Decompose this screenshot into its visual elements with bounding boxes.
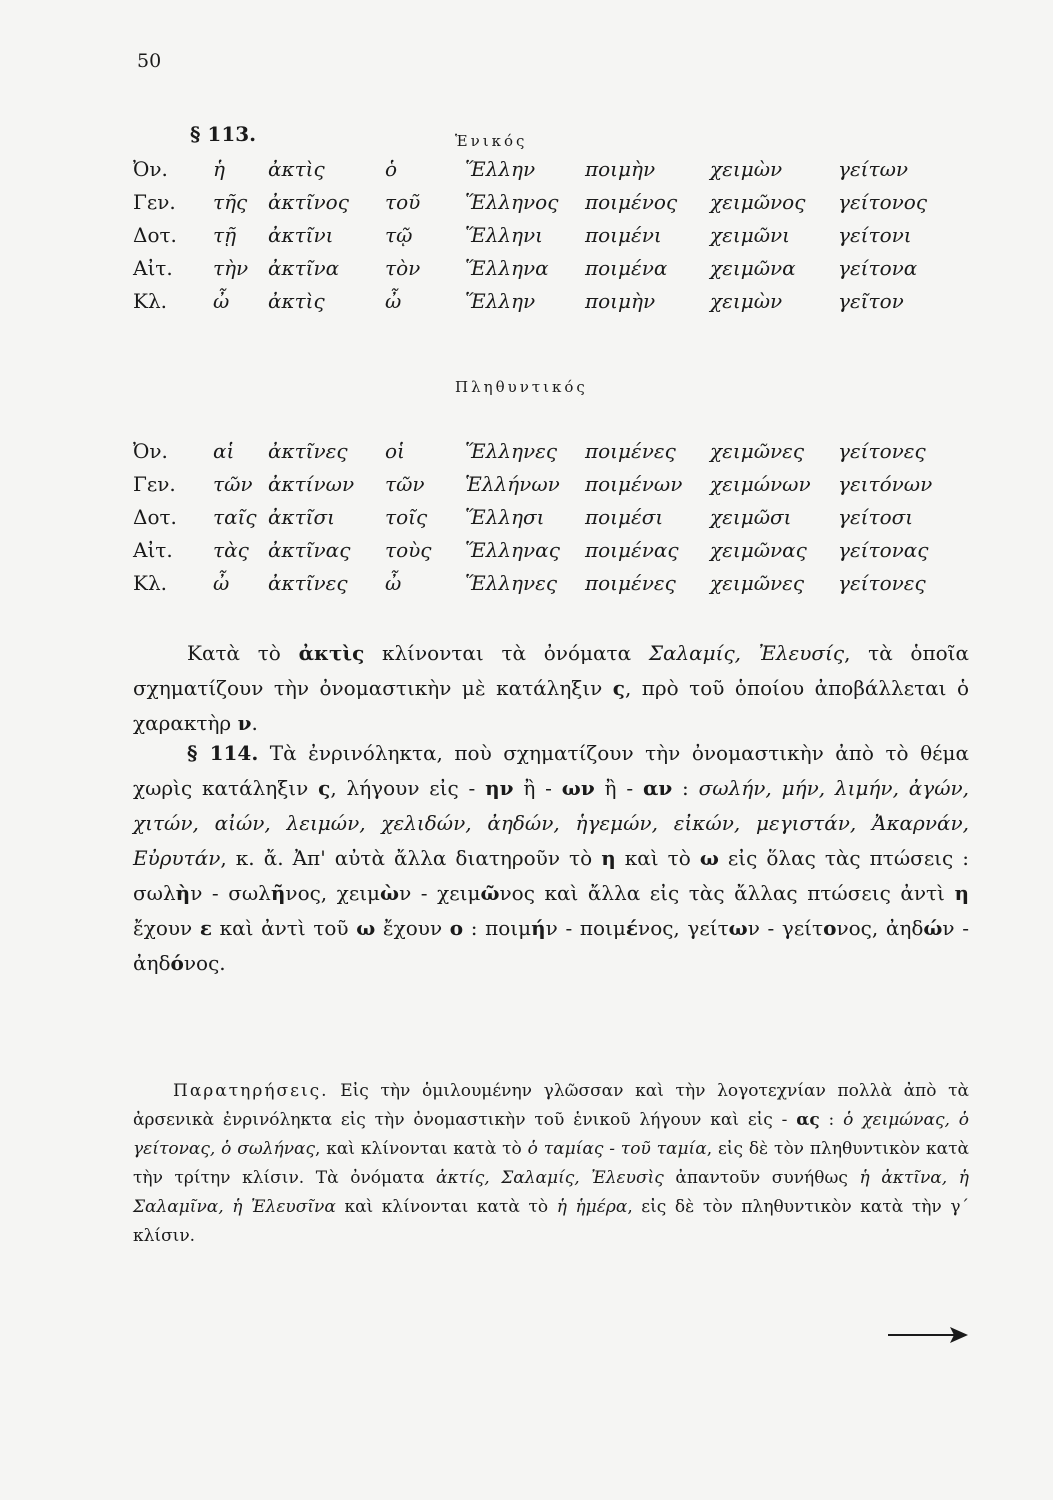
- declension-form: Ἕλλην: [465, 156, 536, 181]
- declension-form: γείτονες: [838, 570, 926, 595]
- text: ἔχουν: [133, 916, 200, 940]
- declension-form: οἱ: [385, 438, 405, 463]
- text: : ποιμ: [463, 916, 532, 940]
- declension-form: Ἕλληνες: [465, 438, 558, 463]
- section-114-number: § 114.: [187, 741, 259, 765]
- bold-term: ας: [796, 1110, 820, 1130]
- paragraph-section-114: [133, 736, 969, 981]
- text: νος, ἀηδ: [836, 916, 924, 940]
- declension-form: χειμώνων: [710, 471, 811, 496]
- declension-form: ὦ: [213, 570, 230, 595]
- declension-form: γείτονες: [838, 438, 926, 463]
- declension-form: ποιμέσι: [585, 504, 664, 529]
- declension-form: Ἕλληνος: [465, 189, 559, 214]
- remarks-label: Παρατηρήσεις.: [173, 1081, 329, 1101]
- declension-form: τοὺς: [385, 537, 432, 562]
- declension-form: τῷ: [385, 222, 413, 247]
- bold-term: ώ: [923, 916, 943, 940]
- text: νος καὶ ἄλλα εἰς τὰς ἄλλας πτώσεις ἀντὶ: [499, 881, 955, 905]
- text: Εἰς τὴν ὁμιλουμένην γλῶσσαν καὶ τὴν λογοτεχνίαν πολλὰ ἀπὸ τὰ ἀρσενικὰ ἐνρινόληκτα εἰς τὴν ὀνομαστικὴν τοῦ ἑνικοῦ λήγουν καὶ εἰς -: [133, 1081, 969, 1130]
- singular-declension-table: [133, 152, 927, 317]
- bold-term: ην: [485, 776, 514, 800]
- italic-term: σωλήν, μήν, λιμήν, ἀγών, χιτών, αἰών, λειμών, χελιδών, ἀηδών, ἡγεμών, εἰκών, μεγιστάν, Ἀκαρνάν, Εὐρυτάν: [133, 776, 970, 870]
- text: ἔχουν: [375, 916, 450, 940]
- declension-form: χειμὼν: [710, 288, 783, 313]
- text: ν - γείτ: [747, 916, 824, 940]
- bold-term: ω: [699, 846, 719, 870]
- declension-form: ἀκτῖνος: [268, 189, 349, 214]
- declension-form: ποιμὴν: [585, 288, 656, 313]
- text: , εἰς δὲ τὸν πληθυντικὸν κατὰ τὴν τρίτην κλίσιν. Τὰ ὀνόματα: [133, 1139, 970, 1188]
- declension-form: γείτοσι: [838, 504, 914, 529]
- declension-form: γεῖτον: [838, 288, 904, 313]
- bold-term: ν: [237, 711, 252, 735]
- declension-row: [133, 533, 932, 566]
- declension-form: τοῦ: [385, 189, 421, 214]
- declension-form: γείτονας: [838, 537, 929, 562]
- text: ν - ποιμ: [545, 916, 626, 940]
- case-label: Δοτ.: [133, 222, 177, 247]
- bold-term: η: [954, 881, 969, 905]
- declension-row: [133, 566, 932, 599]
- italic-term: ἡ ἀκτῖνα, ἡ Σαλαμῖνα, ἡ Ἐλευσῖνα: [133, 1168, 969, 1217]
- bold-term: ῆ: [270, 881, 286, 905]
- declension-form: τῇ: [213, 222, 237, 247]
- declension-form: ἀκτὶς: [268, 156, 325, 181]
- bold-term: ω: [356, 916, 376, 940]
- declension-form: ἀκτῖνα: [268, 255, 340, 280]
- text: ἀπαντοῦν συνήθως: [663, 1168, 860, 1188]
- declension-form: Ἕλληνι: [465, 222, 544, 247]
- declension-form: γείτονι: [838, 222, 912, 247]
- case-label: Γεν.: [133, 189, 176, 214]
- text: , τὰ ὁποῖα σχηματίζουν τὴν ὀνομαστικὴν μὲ κατάληξιν: [133, 641, 970, 700]
- text: ν - σωλ: [190, 881, 271, 905]
- case-label: Ὀν.: [133, 156, 168, 181]
- remarks-note: [133, 1077, 969, 1251]
- bold-term: ὼ: [380, 881, 400, 905]
- declension-form: ἀκτῖνες: [268, 438, 348, 463]
- italic-term: ἀκτίς, Σαλαμίς, Ἐλευσὶς: [436, 1168, 664, 1188]
- page-number: 50: [137, 50, 162, 72]
- declension-form: χειμὼν: [710, 156, 783, 181]
- bold-term: ω: [728, 916, 748, 940]
- declension-row: [133, 500, 932, 533]
- declension-row: [133, 218, 927, 251]
- text: Τὰ ἐνρινόληκτα, ποὺ σχηματίζουν τὴν ὀνομαστικὴν ἀπὸ τὸ θέμα χωρὶς κατάληξιν: [133, 741, 969, 800]
- declension-form: γείτων: [838, 156, 909, 181]
- declension-form: ἀκτῖσι: [268, 504, 336, 529]
- bold-term: ε: [199, 916, 213, 940]
- declension-form: ποιμένας: [585, 537, 679, 562]
- declension-form: γείτονος: [838, 189, 928, 214]
- case-label: Γεν.: [133, 471, 176, 496]
- declension-form: αἱ: [213, 438, 235, 463]
- declension-form: ὦ: [385, 570, 402, 595]
- declension-row: [133, 284, 927, 317]
- text: ν - ἀηδ: [133, 916, 969, 975]
- plural-heading: Πληθυντικός: [455, 378, 588, 396]
- text: νος.: [183, 951, 226, 975]
- declension-form: ποιμένα: [585, 255, 668, 280]
- declension-form: Ἕλληνα: [465, 255, 549, 280]
- bold-term: ή: [531, 916, 546, 940]
- text: καὶ ἀντὶ τοῦ: [212, 916, 357, 940]
- declension-form: ποιμένι: [585, 222, 662, 247]
- declension-row: [133, 434, 932, 467]
- bold-term: ό: [170, 951, 184, 975]
- text: :: [819, 1110, 844, 1130]
- declension-form: τοῖς: [385, 504, 428, 529]
- bold-term: ἀκτὶς: [298, 641, 365, 665]
- declension-form: ἀκτὶς: [268, 288, 325, 313]
- text: Κατὰ τὸ: [187, 641, 299, 665]
- declension-form: χειμῶνος: [710, 189, 806, 214]
- declension-row: [133, 185, 927, 218]
- case-label: Αἰτ.: [133, 255, 173, 280]
- text: νος, γείτ: [638, 916, 729, 940]
- declension-form: ἀκτῖνες: [268, 570, 348, 595]
- declension-form: τὰς: [213, 537, 249, 562]
- text: ἢ -: [594, 776, 643, 800]
- declension-form: ταῖς: [213, 504, 257, 529]
- declension-row: [133, 152, 927, 185]
- singular-heading: Ἑνικός: [455, 132, 528, 150]
- text: , πρὸ τοῦ ὁποίου ἀποβάλλεται ὁ χαρακτὴρ: [133, 676, 970, 735]
- declension-form: χειμῶνα: [710, 255, 796, 280]
- section-113-number: § 113.: [190, 122, 257, 146]
- declension-form: χειμῶνες: [710, 570, 805, 595]
- italic-term: ἡ ἡμέρα: [556, 1197, 628, 1217]
- declension-form: Ἕλλην: [465, 288, 536, 313]
- bold-term: ῶ: [480, 881, 500, 905]
- italic-term: Σαλαμίς, Ἐλευσίς: [648, 641, 845, 665]
- bold-term: έ: [625, 916, 639, 940]
- text: καὶ τὸ: [615, 846, 700, 870]
- declension-form: ἀκτῖνας: [268, 537, 351, 562]
- declension-form: Ἕλληνες: [465, 570, 558, 595]
- case-label: Αἰτ.: [133, 537, 173, 562]
- declension-form: τὸν: [385, 255, 421, 280]
- paragraph-aktis: [133, 636, 969, 741]
- declension-row: [133, 251, 927, 284]
- declension-form: ἀκτίνων: [268, 471, 355, 496]
- declension-form: ποιμὴν: [585, 156, 656, 181]
- case-label: Κλ.: [133, 570, 167, 595]
- bold-term: ὴ: [175, 881, 191, 905]
- declension-row: [133, 467, 932, 500]
- text: ἢ -: [513, 776, 562, 800]
- declension-form: Ἕλληνας: [465, 537, 560, 562]
- text: , καὶ κλίνονται κατὰ τὸ: [315, 1139, 528, 1159]
- bold-term: ς: [612, 676, 625, 700]
- declension-form: ποιμένες: [585, 438, 676, 463]
- plural-declension-table: [133, 434, 932, 599]
- text: , εἰς δὲ τὸν πληθυντικὸν κατὰ τὴν γ΄ κλίσιν.: [133, 1197, 969, 1246]
- declension-form: ποιμένος: [585, 189, 678, 214]
- declension-form: ὦ: [213, 288, 230, 313]
- text: καὶ κλίνονται κατὰ τὸ: [335, 1197, 557, 1217]
- declension-form: ἡ: [213, 156, 225, 181]
- bold-term: ο: [823, 916, 837, 940]
- text: :: [672, 776, 699, 800]
- declension-form: χειμῶνας: [710, 537, 807, 562]
- declension-form: γειτόνων: [838, 471, 933, 496]
- declension-form: γείτονα: [838, 255, 918, 280]
- text: κλίνονται τὰ ὀνόματα: [364, 641, 649, 665]
- text: , κ. ἄ. Ἀπ' αὐτὰ ἄλλα διατηροῦν τὸ: [220, 846, 602, 870]
- bold-term: αν: [642, 776, 673, 800]
- case-label: Δοτ.: [133, 504, 177, 529]
- bold-term: η: [601, 846, 616, 870]
- declension-form: ποιμένες: [585, 570, 676, 595]
- bold-term: ς: [318, 776, 331, 800]
- text: , λήγουν εἰς -: [330, 776, 486, 800]
- declension-form: χειμῶσι: [710, 504, 792, 529]
- text: .: [251, 711, 258, 735]
- declension-form: χειμῶνες: [710, 438, 805, 463]
- declension-form: τῶν: [213, 471, 253, 496]
- declension-form: τὴν: [213, 255, 249, 280]
- text: νος, χειμ: [285, 881, 381, 905]
- declension-form: Ἕλλησι: [465, 504, 545, 529]
- declension-form: ὁ: [385, 156, 398, 181]
- declension-form: ποιμένων: [585, 471, 683, 496]
- declension-form: ὦ: [385, 288, 402, 313]
- declension-form: τῆς: [213, 189, 248, 214]
- case-label: Ὀν.: [133, 438, 168, 463]
- text: ν - χειμ: [399, 881, 481, 905]
- case-label: Κλ.: [133, 288, 167, 313]
- declension-form: χειμῶνι: [710, 222, 790, 247]
- declension-form: ἀκτῖνι: [268, 222, 334, 247]
- declension-form: Ἑλλήνων: [465, 471, 560, 496]
- text: εἰς ὅλας τὰς πτώσεις : σωλ: [133, 846, 970, 905]
- italic-term: ὁ χειμώνας, ὁ γείτονας, ὁ σωλήνας: [133, 1110, 969, 1159]
- bold-term: ων: [561, 776, 595, 800]
- italic-term: ὁ ταμίας - τοῦ ταμία: [527, 1139, 707, 1159]
- continue-arrow-icon: [888, 1320, 968, 1350]
- declension-form: τῶν: [385, 471, 425, 496]
- bold-term: ο: [449, 916, 464, 940]
